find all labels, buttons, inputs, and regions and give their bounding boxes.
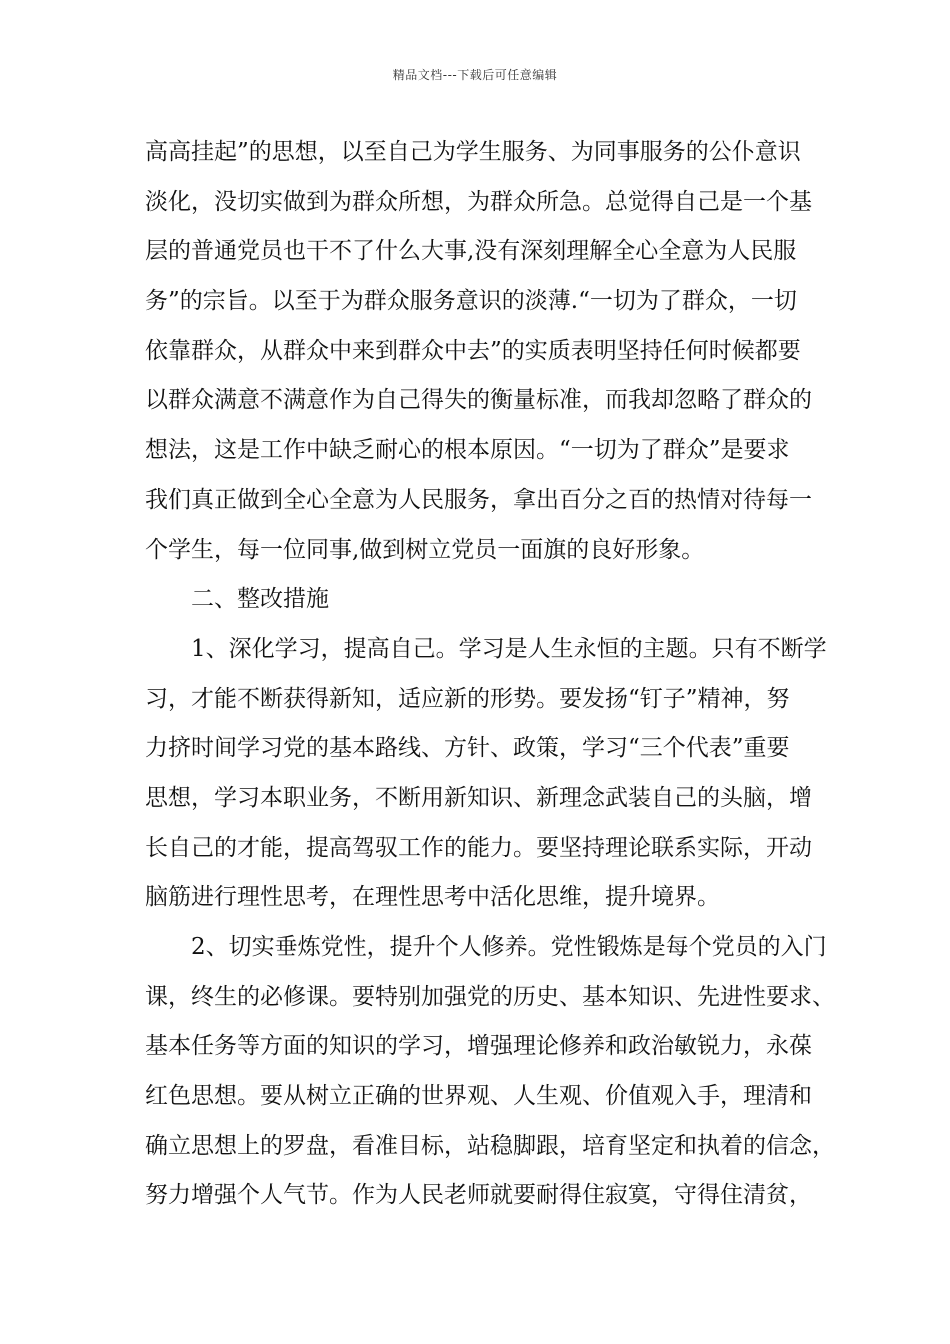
text-line: 想法，这是工作中缺乏耐心的根本原因。“一切为了群众”是要求	[145, 437, 790, 464]
text-line: 高高挂起”的思想，以至自己为学生服务、为同事服务的公仆意识	[145, 139, 801, 165]
text-line: 脑筋进行理性思考，在理性思考中活化思维，提升境界。	[145, 884, 720, 911]
text-line: 个学生，每一位同事,做到树立党员一面旗的良好形象。	[145, 536, 705, 563]
text-line: 课，终生的必修课。要特别加强党的历史、基本知识、先进性要求、	[145, 983, 835, 1010]
document-body	[145, 128, 835, 1221]
text-line: 确立思想上的罗盘，看准目标，站稳脚跟，培育坚定和执着的信念，	[145, 1132, 835, 1159]
text-line: 力挤时间学习党的基本路线、方针、政策，学习“三个代表”重要	[145, 735, 790, 762]
text-line: 长自己的才能，提高驾驭工作的能力。要坚持理论联系实际，开动	[145, 834, 812, 861]
page-header: 精品文档---下载后可任意编辑	[392, 68, 558, 82]
text-line: 红色思想。要从树立正确的世界观、人生观、价值观入手，理清和	[145, 1083, 812, 1110]
text-line: 务”的宗旨。以至于为群众服务意识的淡薄.“一切为了群众，一切	[145, 288, 797, 315]
text-line: 思想，学习本职业务，不断用新知识、新理念武装自己的头脑，增	[145, 784, 812, 811]
text-line: 2、切实垂炼党性，提升个人修养。党性锻炼是每个党员的入门	[145, 934, 827, 960]
text-line: 基本任务等方面的知识的学习，增强理论修养和政治敏锐力，永葆	[145, 1033, 812, 1060]
section-heading: 二、整改措施	[145, 586, 329, 613]
text-line: 依靠群众，从群众中来到群众中去”的实质表明坚持任何时候都要	[145, 337, 801, 364]
text-line: 习，才能不断获得新知，适应新的形势。要发扬“钉子”精神，努	[145, 685, 790, 712]
text-line: 以群众满意不满意作为自己得失的衡量标准，而我却忽略了群众的	[145, 387, 812, 414]
text-line: 层的普通党员也干不了什么大事,没有深刻理解全心全意为人民服	[145, 238, 797, 265]
text-line: 我们真正做到全心全意为人民服务，拿出百分之百的热情对待每一	[145, 486, 812, 513]
text-line: 努力增强个人气节。作为人民老师就要耐得住寂寞，守得住清贫，	[145, 1182, 812, 1209]
text-line: 淡化，没切实做到为群众所想，为群众所急。总觉得自己是一个基	[145, 188, 812, 215]
text-line: 1、深化学习，提高自己。学习是人生永恒的主题。只有不断学	[145, 635, 827, 662]
